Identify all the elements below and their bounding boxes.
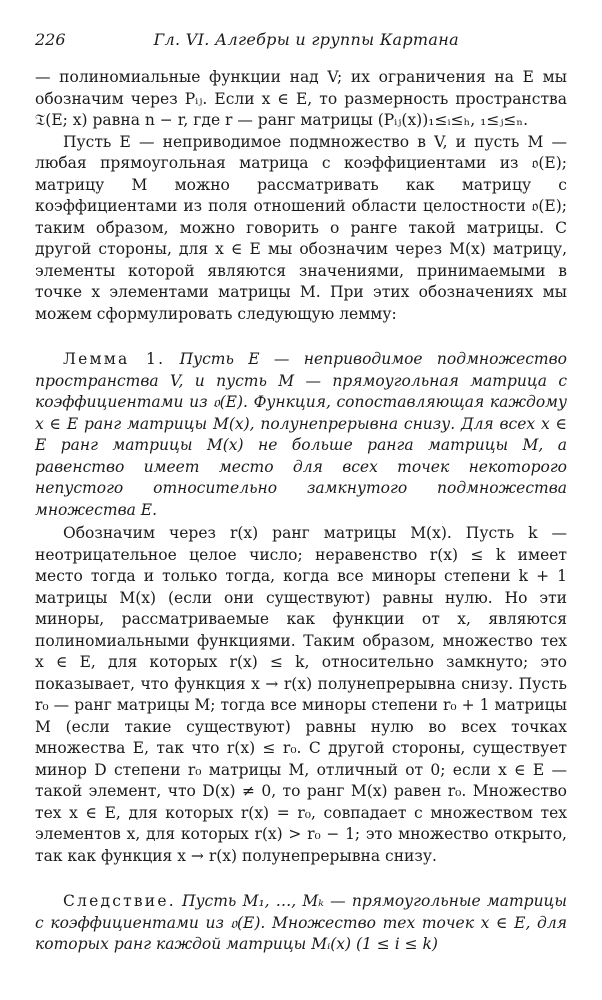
paragraph-2: Пусть E — неприводимое подмножество в V, и пусть M — любая прямоугольная матрица с коэффициентами из 𝔬(E); матрицу M можно рассматривать как матрицу с коэффициентами из поля отношений области целостности 𝔬(E); таким образом, можно говорить о ранге такой матрицы. С другой стороны, для x ∈ E мы обозначим через M(x) матрицу, элементы которой являются значениями, принимаемыми в точке x элементами матрицы M. При этих обозначениях мы можем сформулировать следующую лемму: [35,132,567,323]
page-header [35,30,567,49]
lemma-heading: Лемма 1. [63,350,166,368]
proof-paragraph: Обозначим через r(x) ранг матрицы M(x). Пусть k — неотрицательное целое число; неравенство r(x) ≤ k имеет место тогда и только тогда, когда все миноры степени k + 1 матрицы M(x) (если они существуют) равны нулю. Но эти миноры, рассматриваемые как функции от x, являются полиномиальными функциями. Таким образом, множество тех x ∈ E, для которых r(x) ≤ k, относительно замкнуто; это показывает, что функция x → r(x) полунепрерывна снизу. Пусть r₀ — ранг матрицы M; тогда все миноры степени r₀ + 1 матрицы M (если такие существуют) равны нулю во всех точках множества E, так что r(x) ≤ r₀. С другой стороны, существует минор D степени r₀ матрицы M, отличный от 0; если x ∈ E — такой элемент, что D(x) ≠ 0, то ранг M(x) равен r₀. Множество тех x ∈ E, для которых r(x) = r₀, совпадает с множеством тех элементов x, для которых r(x) > r₀ − 1; это множество открыто, так как функция x → r(x) полунепрерывна снизу. [35,524,567,865]
page-number: 226 [35,30,66,49]
lemma-1 [35,349,567,521]
page [35,30,567,956]
corollary-statement: Пусть M₁, …, Mₖ — прямоугольные матрицы с коэффициентами из 𝔬(E). Множество тех точек x ∈ E, для которых ранг каждой матрицы Mᵢ(x) (1 ≤ i ≤ k) [35,892,567,953]
corollary-heading: Следствие. [63,892,176,910]
paragraph-1: — полиномиальные функции над V; их ограничения на E мы обозначим через Pᵢⱼ. Если x ∈ E, то размерность пространства 𝔗(E; x) равна n − r, где r — ранг матрицы (Pᵢⱼ(x))₁≤ᵢ≤ₕ, ₁≤ⱼ≤ₙ. [35,68,567,129]
corollary [35,891,567,956]
lemma-statement: Пусть E — неприводимое подмножество пространства V, и пусть M — прямоугольная матрица с коэффициентами из 𝔬(E). Функция, сопоставляющая каждому x ∈ E ранг матрицы M(x), полунепрерывна снизу. Для всех x ∈ E ранг матрицы M(x) не больше ранга матрицы M, а равенство имеет место для всех точек некоторого непустого относительно замкнутого подмножества множества E. [35,350,567,519]
running-title: Гл. VI. Алгебры и группы Картана [153,30,459,49]
